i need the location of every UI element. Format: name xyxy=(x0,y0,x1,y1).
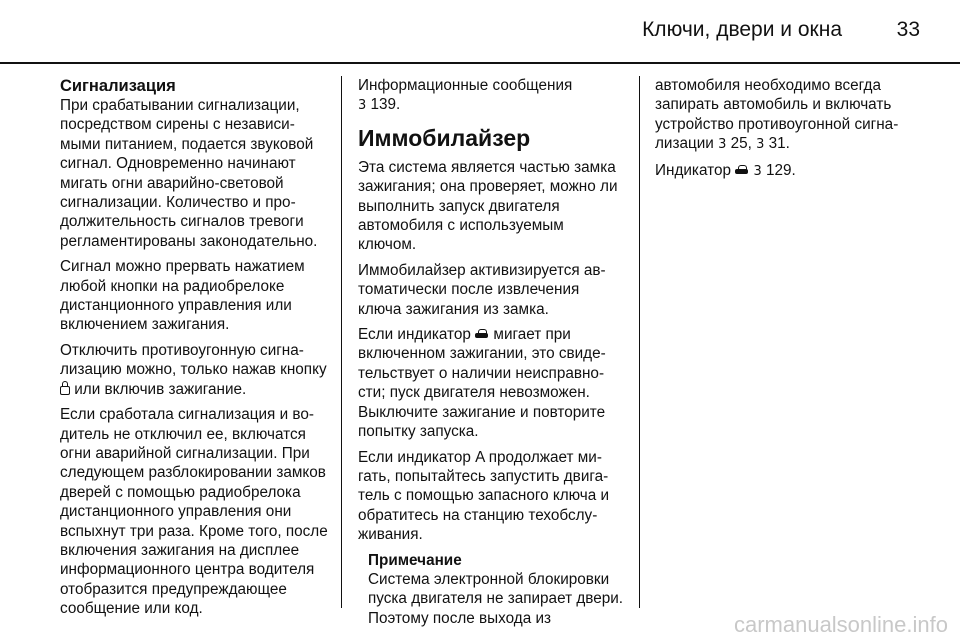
immobilizer-indicator-icon xyxy=(475,329,489,340)
paragraph xyxy=(358,325,626,441)
page-ref-icon: 3 xyxy=(756,137,765,153)
section-heading-immobilizer: Иммобилайзер xyxy=(358,124,531,151)
paragraph xyxy=(60,341,328,399)
paragraph: Эта система является частью замка зажигания; она проверяет, можно ли выполнить запуск двигателя автомобиля с используемым ключом. xyxy=(358,158,618,254)
note-text: Система электронной блокировки пуска двигателя не запирает двери. Поэтому после выхода из xyxy=(368,570,624,627)
text-run: или включив зажигание. xyxy=(70,380,247,398)
page-ref-link[interactable]: 129. xyxy=(766,161,796,179)
note-box xyxy=(358,551,626,629)
column-divider-1 xyxy=(341,76,342,608)
page-ref-icon: 3 xyxy=(718,137,727,153)
text-run: Информационные сообщения xyxy=(358,77,573,94)
paragraph: При срабатывании сигнализации, посредством сирены с независимыми питанием, подается звуковой сигнал. Одновременно начинают мигать огни аварийно-световой сигнализации. Количество и продолжительность сигналов тревоги регламентированы законодательно. xyxy=(60,97,318,250)
page-ref-icon: 3 xyxy=(753,163,762,179)
page-ref-link[interactable]: 139. xyxy=(370,96,401,114)
column-2 xyxy=(358,76,626,628)
section-heading-alarm: Сигнализация xyxy=(60,77,176,95)
paragraph xyxy=(655,76,925,155)
header-rule xyxy=(0,62,960,64)
paragraph: Если индикатор A продолжает мигать, попытайтесь запустить двигатель с помощью запасного ключа и обратитесь на станцию техобслуживания. xyxy=(358,448,610,544)
note-title: Примечание xyxy=(368,551,462,569)
paragraph: Если сработала сигнализация и водитель не отключил ее, включатся огни аварийной сигнализации. При следующем разблокировании замков дверей с помощью радиобрелока дистанционного управления они вспыхнут три раза. Кроме того, после включения зажигания на дисплее информационного центра водителя отобразится предупреждающее сообщение или код. xyxy=(60,406,328,618)
paragraph xyxy=(655,161,925,181)
paragraph xyxy=(358,76,626,116)
running-title: Ключи, двери и окна xyxy=(642,18,842,41)
page-ref-link[interactable]: 25, xyxy=(730,135,757,153)
column-3 xyxy=(655,76,925,187)
paragraph: Иммобилайзер активизируется автоматически после извлечения ключа зажигания из замка. xyxy=(358,261,606,318)
page-header xyxy=(0,0,960,66)
page-ref-link[interactable]: 31. xyxy=(768,135,790,153)
immobilizer-indicator-icon xyxy=(735,165,749,176)
page-ref-icon: 3 xyxy=(358,98,367,114)
text-run: автомобиля необходимо всегда запирать автомобиль и включать устройство противоугонной сигнализации xyxy=(655,77,899,153)
text-run: Индикатор xyxy=(655,161,736,179)
column-1 xyxy=(60,76,328,625)
paragraph: Сигнал можно прервать нажатием любой кнопки на радиобрелоке дистанционного управления или включением зажигания. xyxy=(60,258,305,334)
text-run: Отключить противоугонную сигнализацию можно, только нажав кнопку xyxy=(60,341,327,379)
text-run: Если индикатор xyxy=(358,326,476,344)
unlock-icon xyxy=(60,386,70,395)
text-run: мигает при включенном зажигании, это свидетельствует о наличии неисправности; пуск двигателя невозможен. Выключите зажигание и повторите попытку запуска. xyxy=(358,326,606,441)
column-divider-2 xyxy=(639,76,640,608)
watermark: carmanualsonline.info xyxy=(733,612,948,637)
page-number: 33 xyxy=(896,18,920,41)
